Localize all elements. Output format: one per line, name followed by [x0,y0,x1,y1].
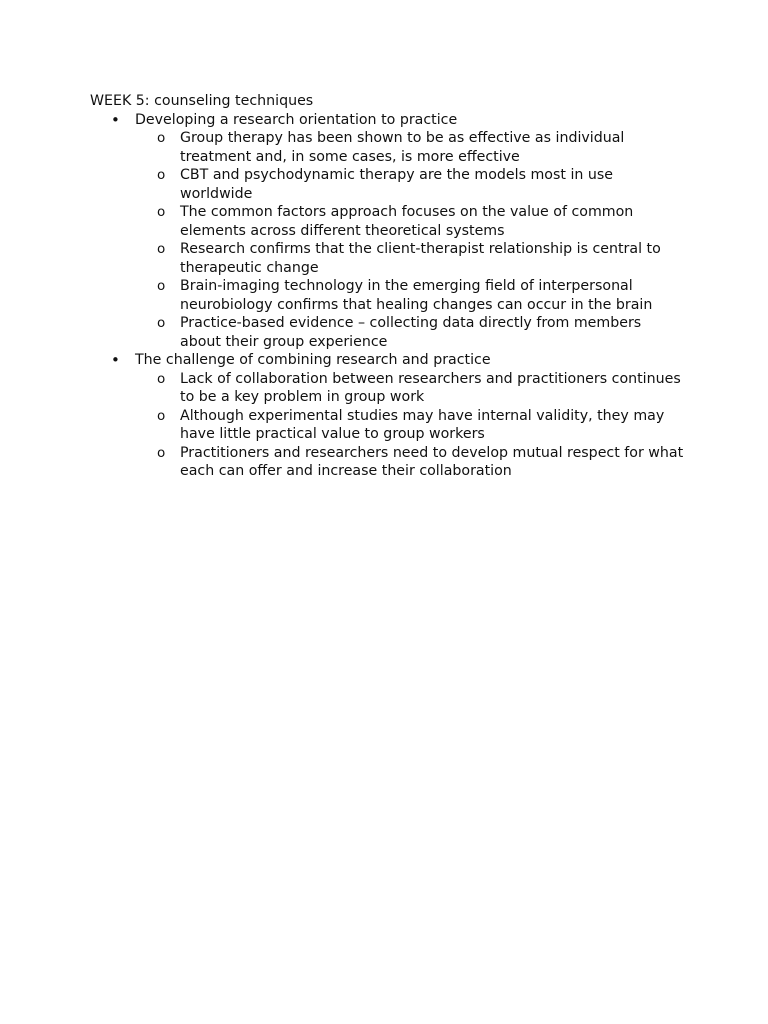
list-item-text: Lack of collaboration between researchers and practitioners continues to be a key problem in group work [180,370,681,405]
list-item [135,444,685,481]
document-title: WEEK 5: counseling techniques [90,93,314,109]
sub-bullet-icon: o [157,130,166,146]
list-item-text: The common factors approach focuses on the value of common elements across different theoretical systems [180,204,634,239]
sub-bullet-icon: o [157,278,166,294]
list-item-text: Research confirms that the client-therapist relationship is central to therapeutic change [180,241,661,276]
list-item-text: CBT and psychodynamic therapy are the models most in use worldwide [180,167,614,202]
sub-bullet-icon: o [157,407,166,424]
section-heading: The challenge of combining research and practice [135,352,491,368]
outline-list [90,111,690,481]
sub-bullet-icon: o [157,167,166,183]
list-item-text: Brain-imaging technology in the emerging field of interpersonal neurobiology confirms that healing changes can occur in the brain [180,278,653,313]
list-item [135,370,685,407]
list-item [135,166,685,203]
list-item [135,277,685,314]
sub-list [135,370,690,481]
sub-bullet-icon: o [157,241,166,257]
document-body [90,92,690,481]
list-item-text: Practitioners and researchers need to develop mutual respect for what each can offer and increase their collaboration [180,444,684,479]
sub-list [135,129,690,351]
list-item-text: Practice-based evidence – collecting data directly from members about their group experience [180,315,642,350]
bullet-icon: • [111,110,120,129]
section-heading: Developing a research orientation to practice [135,111,458,128]
list-item [135,129,685,166]
section-item [90,351,690,481]
section-item [90,111,690,352]
list-item [135,314,685,351]
sub-bullet-icon: o [157,315,166,331]
sub-bullet-icon: o [157,370,166,387]
bullet-icon: • [111,351,120,369]
sub-bullet-icon: o [157,444,166,461]
list-item [135,240,685,277]
sub-bullet-icon: o [157,204,166,220]
list-item [135,407,685,444]
list-item-text: Group therapy has been shown to be as effective as individual treatment and, in some cases, is more effective [180,130,625,165]
list-item [135,203,685,240]
list-item-text: Although experimental studies may have internal validity, they may have little practical value to group workers [180,407,665,442]
